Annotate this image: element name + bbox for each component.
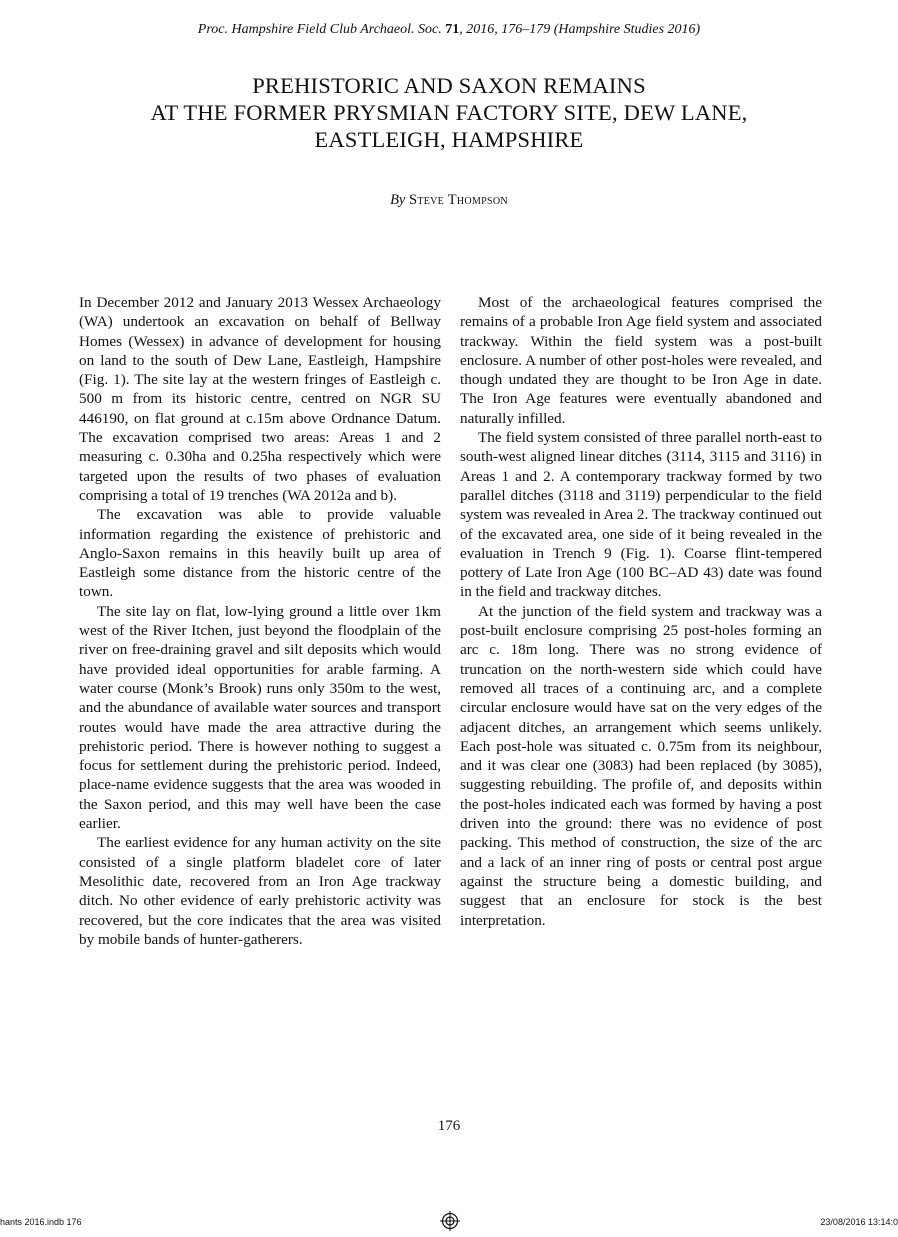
journal-name: Proc. Hampshire Field Club Archaeol. Soc. — [197, 22, 442, 37]
body-column-left — [79, 293, 441, 949]
journal-pages: , 2016, 176–179 (Hampshire Studies 2016) — [459, 22, 701, 37]
paragraph: At the junction of the field system and trackway was a post-built enclosure comprising 25 post-holes forming an arc c. 18m long. There was no strong evidence of truncation on the north-western side which could have removed all traces of a continuing arc, and a complete circular enclosure would have sat on the very edges of the adjacent ditches, an arrangement which seems unlikely. Each post-hole was situated c. 0.75m from its neighbour, and it was clear one (3083) had been replaced (by 3085), suggesting rebuilding. The profile of, and deposits within the post-holes indicated each was formed by having a post driven into the ground: there was no evidence of post packing. This method of construction, the size of the arc and a lack of an inner ring of posts or central post argue against the structure being a domestic building, and suggest that an enclosure for stock is the best interpretation. — [460, 602, 822, 929]
paragraph: The excavation was able to provide valuable information regarding the existence of prehistoric and Anglo-Saxon remains in this heavily built up area of Eastleigh some distance from the historic centre of the town. — [79, 506, 441, 601]
body-column-right — [460, 293, 822, 930]
page-number: 176 — [437, 1118, 461, 1134]
paragraph: The earliest evidence for any human activity on the site consisted of a single platform bladelet core of later Mesolithic date, recovered from an Iron Age trackway ditch. No other evidence of early prehistoric activity was recovered, but the core indicates that the area was visited by mobile bands of hunter-gatherers. — [79, 834, 441, 948]
byline-by: By — [390, 192, 406, 208]
paragraph: Most of the archaeological features comprised the remains of a probable Iron Age field system and associated trackway. Within the field system was a post-built enclosure. A number of other post-holes were revealed, and though undated they are thought to be Iron Age in date. The Iron Age features were eventually abandoned and naturally infilled. — [460, 294, 822, 427]
print-slug-right: 23/08/2016 13:14:0 — [820, 1217, 898, 1227]
title-line-2: AT THE FORMER PRYSMIAN FACTORY SITE, DEW LANE, — [150, 100, 748, 125]
paragraph: The site lay on flat, low-lying ground a little over 1km west of the River Itchen, just beyond the floodplain of the river on free-draining gravel and silt deposits which would have provided ideal opportunities for arable farming. A water course (Monk’s Brook) runs only 350m to the west, and the abundance of available water sources and transport routes would have made the area attractive during the prehistoric period. There is however nothing to suggest a focus for settlement during the prehistoric period. Indeed, place-name evidence suggests that the area was wooded in the Saxon period, and this may well have been the case earlier. — [79, 602, 441, 833]
journal-volume: 71 — [445, 22, 460, 37]
print-slug-left: hants 2016.indb 176 — [0, 1217, 82, 1227]
paragraph: In December 2012 and January 2013 Wessex Archaeology (WA) undertook an excavation on behalf of Bellway Homes (Wessex) in advance of development for housing on land to the south of Dew Lane, Eastleigh, Hampshire (Fig. 1). The site lay at the western fringes of Eastleigh c. 500 m from its historic centre, centred on NGR SU 446190, on flat ground at c.15m above Ordnance Datum. The excavation comprised two areas: Areas 1 and 2 measuring c. 0.30ha and 0.25ha respectively which were targeted upon the results of two phases of evaluation comprising a total of 19 trenches (WA 2012a and b). — [79, 294, 441, 504]
byline — [0, 190, 898, 210]
registration-mark-icon — [440, 1211, 460, 1231]
article-title — [60, 72, 838, 153]
paragraph: The field system consisted of three parallel north-east to south-west aligned linear ditches (3114, 3115 and 3116) in Areas 1 and 2. A contemporary trackway formed by two parallel ditches (3118 and 3119) perpendicular to the field system was revealed in Area 2. The trackway continued out of the excavated area, one side of it being revealed in the evaluation in Trench 9 (Fig. 1). Coarse flint-tempered pottery of Late Iron Age (100 BC–AD 43) date was found in the field and trackway ditches. — [460, 429, 822, 601]
title-line-1: PREHISTORIC AND SAXON REMAINS — [252, 73, 646, 98]
author-name: Steve Thompson — [408, 192, 508, 208]
title-line-3: EASTLEIGH, HAMPSHIRE — [314, 127, 584, 152]
journal-header — [0, 20, 898, 40]
